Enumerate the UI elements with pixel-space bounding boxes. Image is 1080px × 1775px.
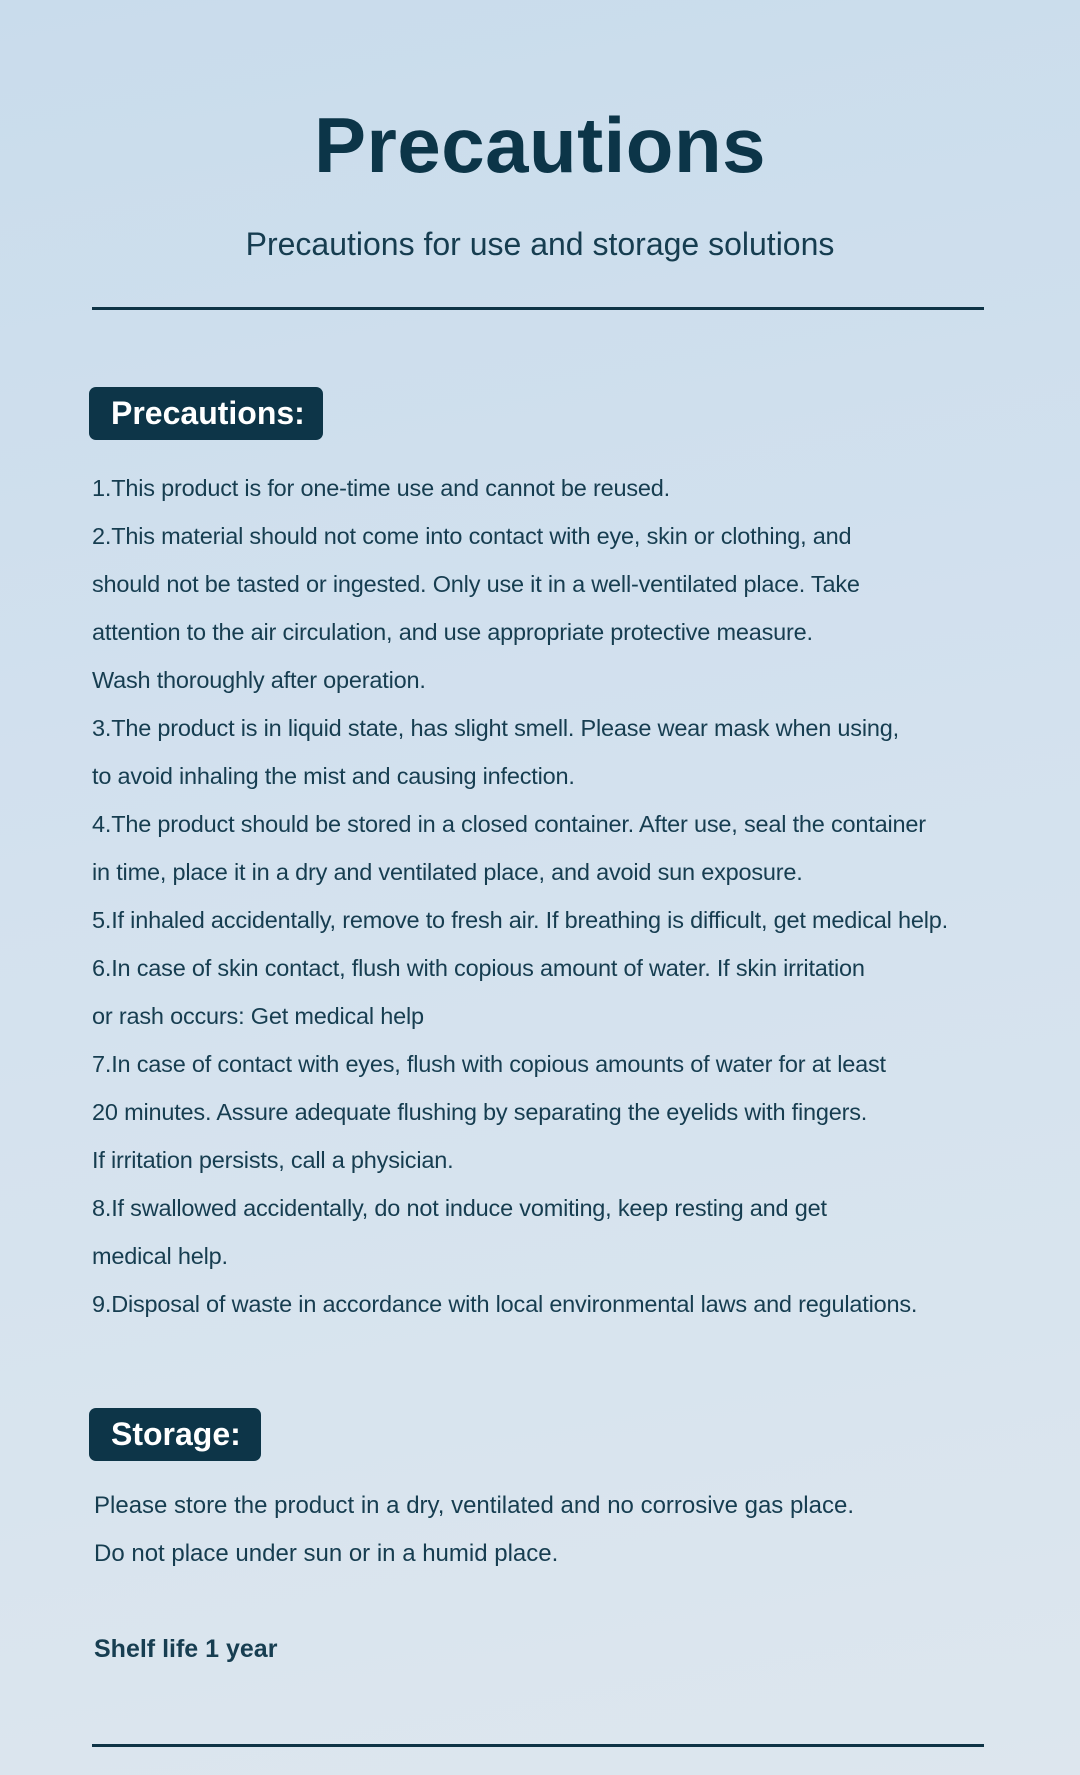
storage-instructions: [94, 1482, 1054, 1578]
precaution-line: If irritation persists, call a physician.: [92, 1147, 454, 1173]
precaution-line: should not be tasted or ingested. Only use it in a well-ventilated place. Take: [92, 571, 860, 597]
storage-section-label: Storage:: [89, 1408, 261, 1461]
precautions-section-label: Precautions:: [89, 387, 323, 440]
precaution-line: 1.This product is for one-time use and cannot be reused.: [92, 475, 670, 501]
precaution-line: 7.In case of contact with eyes, flush with copious amounts of water for at least: [92, 1051, 886, 1077]
precaution-line: 4.The product should be stored in a closed container. After use, seal the container: [92, 811, 926, 837]
page-subtitle: Precautions for use and storage solutions: [245, 226, 835, 262]
precaution-line: 3.The product is in liquid state, has slight smell. Please wear mask when using,: [92, 715, 899, 741]
precaution-line: Wash thoroughly after operation.: [92, 667, 426, 693]
precaution-line: or rash occurs: Get medical help: [92, 1003, 424, 1029]
precaution-line: 20 minutes. Assure adequate flushing by separating the eyelids with fingers.: [92, 1099, 868, 1125]
precaution-line: to avoid inhaling the mist and causing infection.: [92, 763, 575, 789]
precaution-line: medical help.: [92, 1243, 228, 1269]
precautions-list: [92, 464, 1052, 1328]
precaution-line: attention to the air circulation, and use appropriate protective measure.: [92, 619, 813, 645]
page-title: Precautions: [314, 101, 766, 189]
precaution-line: 8.If swallowed accidentally, do not induce vomiting, keep resting and get: [92, 1195, 827, 1221]
precaution-line: 9.Disposal of waste in accordance with local environmental laws and regulations.: [92, 1291, 918, 1317]
storage-line: Please store the product in a dry, ventilated and no corrosive gas place.: [94, 1492, 854, 1519]
precaution-line: 5.If inhaled accidentally, remove to fresh air. If breathing is difficult, get medical help.: [92, 907, 948, 933]
shelf-life: Shelf life 1 year: [94, 1635, 278, 1663]
top-divider: [92, 307, 984, 310]
precaution-line: 6.In case of skin contact, flush with copious amount of water. If skin irritation: [92, 955, 865, 981]
storage-line: Do not place under sun or in a humid place.: [94, 1540, 559, 1567]
bottom-divider: [92, 1744, 984, 1747]
precaution-line: 2.This material should not come into contact with eye, skin or clothing, and: [92, 523, 852, 549]
precaution-line: in time, place it in a dry and ventilated place, and avoid sun exposure.: [92, 859, 803, 885]
